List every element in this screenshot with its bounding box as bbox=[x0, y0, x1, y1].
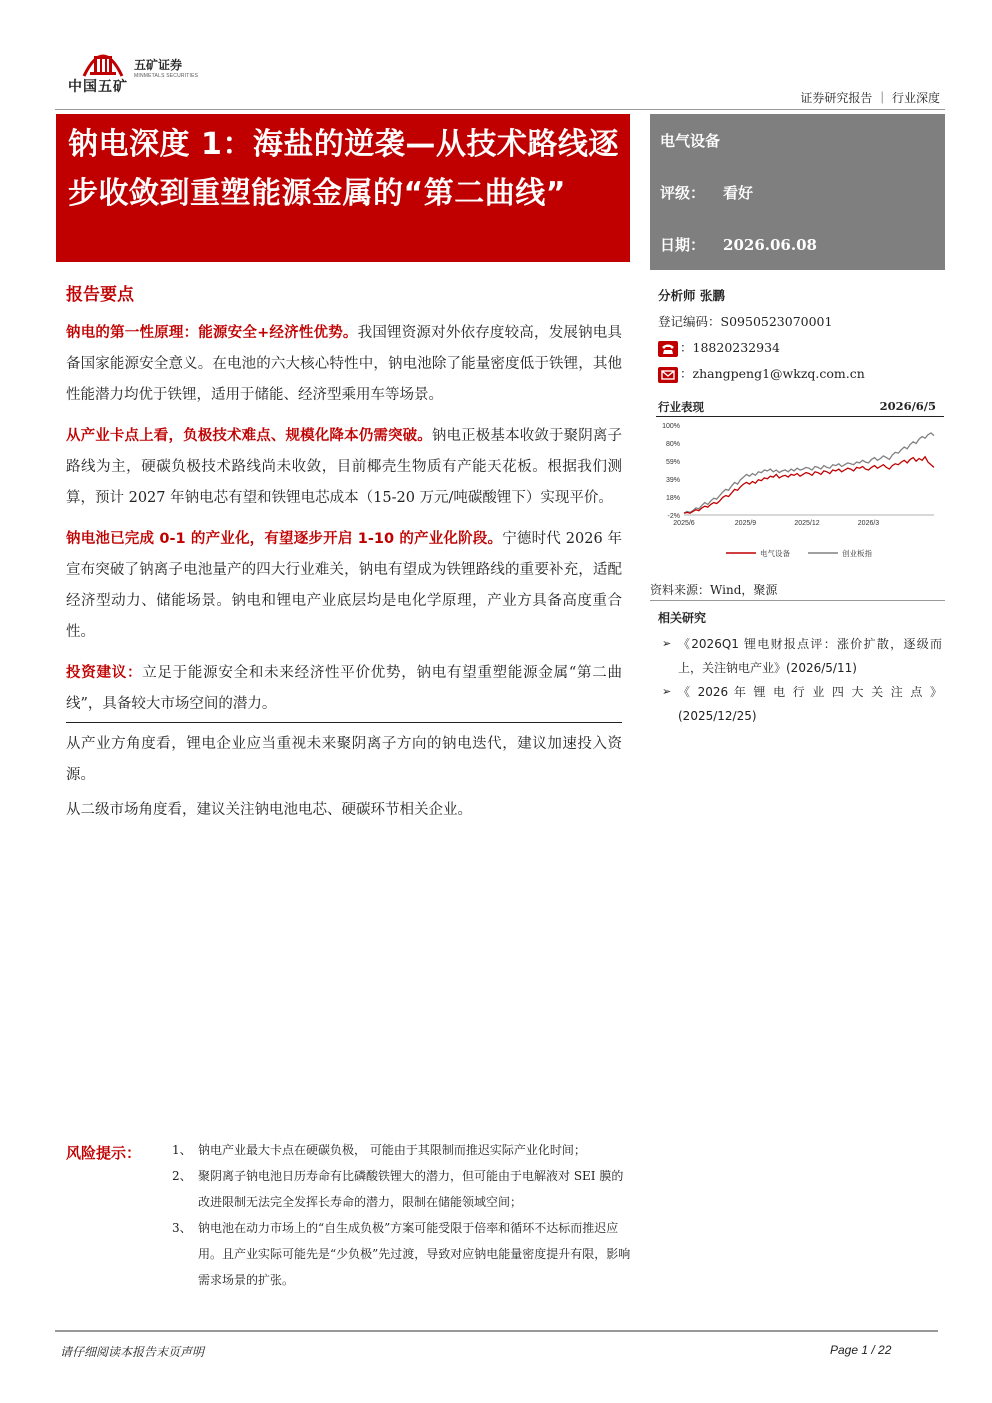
paragraph-lead: 从产业卡点上看，负极技术难点、规模化降本仍需突破。 bbox=[66, 428, 432, 444]
risk-item bbox=[172, 1215, 632, 1293]
company-logo bbox=[66, 42, 216, 98]
x-tick-label: 2026/3 bbox=[857, 520, 880, 527]
date-value: 2026.06.08 bbox=[723, 236, 817, 254]
paragraph-lead: 钠电的第一性原理：能源安全+经济性优势。 bbox=[66, 325, 358, 341]
analyst-name: 分析师 张鹏 bbox=[658, 288, 725, 303]
phone-icon bbox=[658, 341, 678, 357]
risk-item bbox=[172, 1137, 632, 1163]
y-tick-label: 18% bbox=[665, 495, 680, 502]
summary-body bbox=[66, 318, 622, 830]
risk-text: 聚阴离子钠电池日历寿命有比磷酸铁锂大的潜力，但可能由于电解液对 SEI 膜的改进限制无法完全发挥长寿命的潜力，限制在储能领域空间； bbox=[198, 1169, 624, 1209]
related-research-list bbox=[662, 632, 942, 728]
chart-header bbox=[658, 399, 938, 415]
sector-label: 电气设备 bbox=[660, 132, 721, 150]
y-tick-label: -2% bbox=[667, 513, 680, 520]
analyst-info bbox=[658, 286, 946, 390]
chart-title: 行业表现 bbox=[658, 400, 704, 414]
x-tick-label: 2025/6 bbox=[673, 520, 695, 527]
y-tick-label: 100% bbox=[662, 423, 680, 430]
legend-label: 创业板指 bbox=[842, 549, 872, 558]
email-label: ： bbox=[680, 366, 693, 381]
industry-performance-chart bbox=[656, 399, 944, 567]
email-row bbox=[658, 364, 946, 390]
plain-paragraph: 从产业方角度看，锂电企业应当重视未来聚阴离子方向的钠电迭代，建议加速投入资源。 bbox=[66, 736, 622, 783]
summary-heading: 报告要点 bbox=[66, 285, 134, 305]
brand-name-en: MINMETALS SECURITIES bbox=[134, 73, 199, 79]
risk-number: 3、 bbox=[172, 1221, 192, 1235]
registration-label: 登记编码： bbox=[658, 314, 721, 329]
chart-date: 2026/6/5 bbox=[879, 399, 936, 413]
risk-heading: 风险提示： bbox=[66, 1144, 142, 1162]
summary-paragraph bbox=[66, 318, 622, 411]
report-category: 证券研究报告 ｜ 行业深度 bbox=[800, 91, 940, 105]
invest-lead: 投资建议： bbox=[66, 665, 143, 681]
brand-name: 五矿证券 bbox=[134, 58, 183, 72]
plain-paragraph: 从二级市场角度看，建议关注钠电池电芯、硬碳环节相关企业。 bbox=[66, 802, 472, 818]
paragraph-body: 我国锂资源对外依存度较高，发展钠电具备国家能源安全意义。在电池的六大核心特性中，钠电池除了能量密度低于铁锂，其他性能潜力均优于铁锂，适用于储能、经济型乘用车等场景。 bbox=[66, 325, 622, 403]
risk-number: 2、 bbox=[172, 1169, 192, 1183]
y-tick-label: 59% bbox=[665, 459, 680, 466]
email-address: zhangpeng1@wkzq.com.cn bbox=[692, 366, 865, 381]
rating-value: 看好 bbox=[723, 184, 754, 202]
report-title: 钠电深度 1：海盐的逆袭—从技术路线逐步收敛到重塑能源金属的“第二曲线” bbox=[68, 127, 619, 211]
page-number: Page 1 / 22 bbox=[830, 1343, 892, 1357]
y-tick-label: 80% bbox=[665, 441, 680, 448]
paragraph-body: 宁德时代 2026 年宣布突破了钠离子电池量产的四大行业难关，钠电有望成为铁锂路线的重要补充，适配经济型动力、储能场景。钠电和锂电产业底层均是电化学原理，产业方具备高度重合性。 bbox=[66, 531, 623, 640]
source-divider bbox=[650, 600, 945, 601]
summary-paragraph bbox=[66, 524, 622, 648]
chart-plot bbox=[656, 417, 944, 567]
legend-label: 电气设备 bbox=[760, 549, 790, 558]
rating-panel bbox=[650, 114, 945, 270]
minmetals-logo-icon bbox=[80, 42, 126, 78]
risk-text: 钠电产业最大卡点在硬碳负极， 可能由于其限制而推迟实际产业化时间； bbox=[198, 1143, 586, 1157]
related-research-item[interactable]: ➢ 《2026Q1 锂电财报点评：涨价扩散，逐级而上，关注钠电产业》(2026/5/11) bbox=[662, 632, 942, 680]
email-icon bbox=[658, 367, 678, 383]
summary-paragraph bbox=[66, 421, 622, 514]
paragraph-lead: 钠电池已完成 0-1 的产业化，有望逐步开启 1-10 的产业化阶段。 bbox=[66, 531, 503, 547]
registration-number: S0950523070001 bbox=[720, 314, 833, 329]
disclaimer-note: 请仔细阅读本报告末页声明 bbox=[60, 1345, 205, 1359]
logo-text-cn: 中国五矿 bbox=[68, 79, 128, 95]
related-research-item[interactable]: ➢ 《 2026 年 锂 电 行 业 四 大 关 注 点 》(2025/12/25) bbox=[662, 680, 942, 728]
risk-text: 钠电池在动力市场上的“自生成负极”方案可能受限于倍率和循环不达标而推迟应用。且产业实际可能先是“少负极”先过渡，导致对应钠电能量密度提升有限，影响需求场景的扩张。 bbox=[198, 1221, 631, 1287]
x-tick-label: 2025/12 bbox=[794, 520, 820, 527]
phone-label: ： bbox=[680, 340, 693, 355]
sector-row bbox=[660, 128, 935, 180]
invest-body: 立足于能源安全和未来经济性平价优势，钠电有望重塑能源金属“第二曲线”，具备较大市场空间的潜力。 bbox=[66, 665, 622, 712]
series-line-electrical-equipment bbox=[684, 457, 934, 513]
phone-row bbox=[658, 338, 946, 364]
rating-label: 评级： bbox=[660, 184, 706, 202]
phone-number: 18820232934 bbox=[692, 340, 780, 355]
date-label: 日期： bbox=[660, 236, 706, 254]
investment-advice bbox=[66, 658, 622, 723]
paragraph-body: 钠电正极基本收敛于聚阴离子路线为主，硬碳负极技术路线尚未收敛，目前椰壳生物质有产能天花板。根据我们测算，预计 2027 年钠电芯有望和铁锂电芯成本（15-20 万元/吨碳酸锂下）实现平价。 bbox=[66, 428, 623, 506]
footer-divider bbox=[55, 1330, 938, 1332]
related-research-heading: 相关研究 bbox=[658, 611, 707, 625]
risk-item bbox=[172, 1163, 632, 1215]
header-divider bbox=[55, 109, 945, 110]
x-tick-label: 2025/9 bbox=[734, 520, 757, 527]
chart-source: 资料来源：Wind，聚源 bbox=[650, 583, 778, 597]
risk-list bbox=[172, 1137, 632, 1293]
risk-number: 1、 bbox=[172, 1143, 192, 1157]
date-row bbox=[660, 232, 935, 284]
title-banner bbox=[56, 114, 630, 262]
y-tick-label: 39% bbox=[665, 477, 680, 484]
rating-row bbox=[660, 180, 935, 232]
registration-row bbox=[658, 312, 946, 338]
